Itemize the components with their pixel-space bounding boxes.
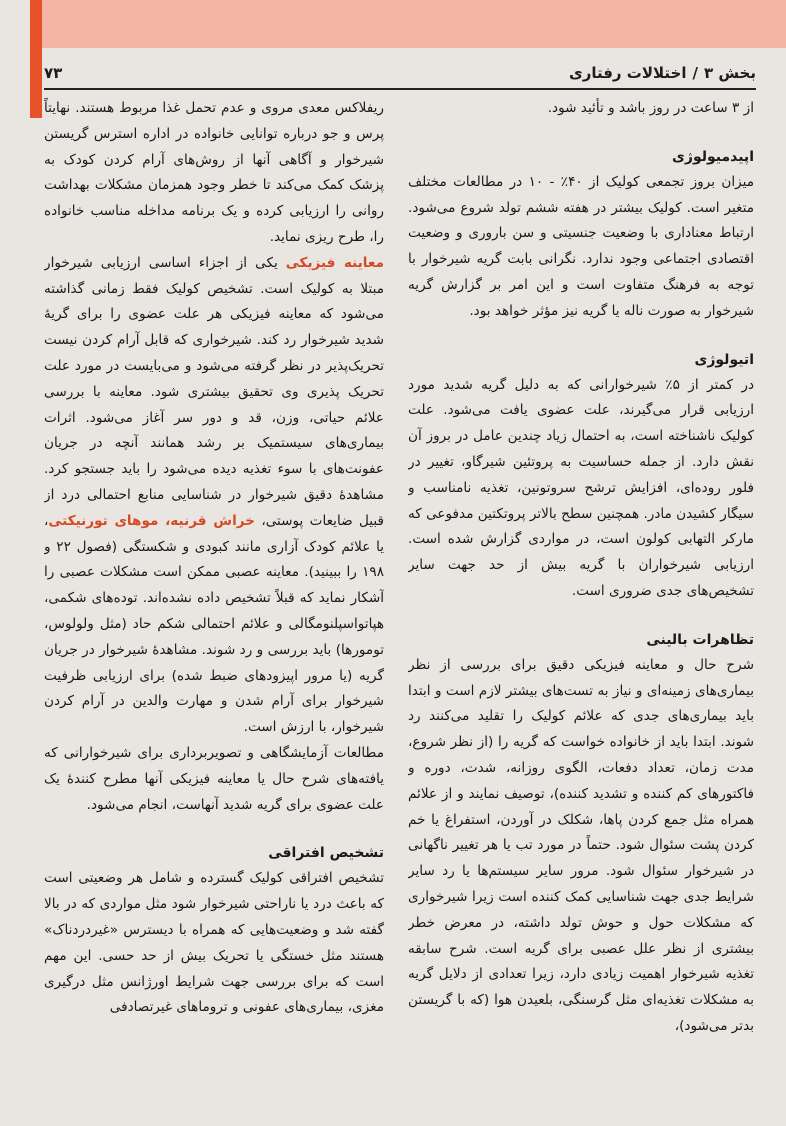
exam-paragraph bbox=[44, 251, 384, 741]
lab-text: مطالعات آزمایشگاهی و تصویربرداری برای شیرخوارانی که یافته‌های شرح حال یا معاینه فیزیکی آنها مطرح کنندهٔ یک علت عضوی برای گریه شدید آنهاست، انجام می‌شود. bbox=[44, 744, 384, 813]
clinical-text: شرح حال و معاینه فیزیکی دقیق برای بررسی از نظر بیماری‌های زمینه‌ای و نیاز به تست‌های بیشتر لازم است و ابتدا باید بیماری‌های جدی که علائم کولیک را تقلید می‌کنند رد شوند. ابتدا باید از خانواده خواست که گریه را (از نظر شروع، مدت زمان، تعداد دفعات، الگوی روزانه، شدت، دوره و فاکتورهای کم کننده و تشدید کننده)، توصیف نمایند و از علائم همراه مثل جمع کردن پاها، شکلک در آوردن، استفراغ یا خم کردن پشت سئوال شود. حتماً در مورد تب یا هر تغییر ناگهانی در شیرخوار سئوال شود. مرور سایر سیستم‌ها یا رد سایر شرایط جدی جهت شناسایی کمک کننده است زیرا شیرخواری که مشکلات حول و حوش تولد داشته، در معرض خطر بیشتری از نظر علل عصبی برای گریه است. شرح سابقه تغذیه شیرخوار اهمیت زیادی دارد، زیرا تعدادی از دلایل گریه به مشکلات تغذیه‌ای مثل گرسنگی، بلعیدن هوا (که با گریستن بدتر می‌شود)، bbox=[408, 656, 754, 1034]
exam-text-1: یکی از اجزاء اساسی ارزیابی شیرخوار مبتلا به کولیک است. تشخیص کولیک فقط زمانی گذاشته می‌شود که معاینه فیزیکی هر علت عضوی را برای گریهٔ شدید شیرخوار رد کند. شیرخواری که قابل آرام کردن نیست تحریک‌پذیر در نظر گرفته می‌شود و می‌بایست در مورد علت تحریک پذیری وی تحقیق بیشتری شود. معاینه با بررسی علائم حیاتی، وزن، قد و دور سر آغاز می‌شود. اثرات بیماری‌های سیستمیک بر رشد همانند آنچه در جریان عفونت‌های با سوء تغذیه دیده می‌شود را باید جستجو کرد. مشاهدهٔ دقیق شیرخوار در شناسایی منابع احتمالی درد از قبیل ضایعات پوستی، bbox=[44, 254, 384, 529]
chapter-tab-bar bbox=[30, 0, 42, 118]
etiology-heading: اتیولوژی bbox=[694, 351, 754, 368]
differential-text: تشخیص افتراقی کولیک گسترده و شامل هر وضعیتی است که باعث درد یا ناراحتی شیرخوار شود مثل مواردی که در بالا گفته شد و وضعیت‌هایی که همراه با دیسترس «غیردردناک» هستند مثل خستگی یا تحریک بیش از حد حسی. این مهم است که برای بررسی جهت شرایط اورژانس مثل درگیری مغزی، بیماری‌های عفونی و تروماهای غیرتصادفی bbox=[44, 870, 384, 1016]
section-label: بخش ۳ bbox=[703, 64, 756, 82]
header-separator: / bbox=[692, 64, 698, 82]
intro-line: از ۳ ساعت در روز باشد و تأئید شود. bbox=[547, 100, 754, 116]
exam-text-2: ، یا علائم کودک آزاری مانند کبودی و شکستگی (فصول ۲۲ و ۱۹۸ را ببینید). معاینه عصبی ممکن است مشکلات عصبی را آشکار نماید که قبلاً تشخیص داده نشده‌اند. توده‌های شکمی، هپاتواسپلنومگالی و علائم احتمالی شکم حاد (مثل ولولوس، تومورها) باید بررسی و رد شوند. مشاهدهٔ شیرخوار در جریان گریه (یا مرور اپیزودهای ضبط شده) برای ارزیابی ظرفیت شیرخوار برای آرام شدن و مهارت والدین در آرام کردن شیرخوار، با ارزش است. bbox=[44, 512, 384, 736]
running-header bbox=[44, 60, 756, 86]
left-column bbox=[44, 96, 384, 1118]
exam-lead: معاینه فیزیکی bbox=[285, 254, 384, 271]
etiology-text: در کمتر از ۵٪ شیرخوارانی که به دلیل گریه شدید مورد ارزیابی قرار می‌گیرند، علت عضوی یافت می‌شود. علت کولیک ناشناخته است، به احتمال زیاد چندین عامل در بروز آن نقش دارد. از جمله حساسیت به پروتئین شیرگاو، تغییر در فلور روده‌ای، افزایش ترشح سروتونین، تغذیه نامناسب و سیگار کشیدن مادر. همچنین سطح بالاتر پروتکتین مدفوعی که مارکر التهابی کولون است، در مواردی گزارش شده است. ارزیابی شیرخواران با گریه بیش از حد جهت سایر تشخیص‌های جدی ضروری است. bbox=[408, 376, 754, 599]
header-rule bbox=[44, 88, 756, 90]
exam-highlight: خراش قرنیه، موهای تورنیکتی bbox=[48, 512, 255, 529]
chapter-title: اختلالات رفتاری bbox=[568, 64, 687, 82]
continuation-text: ریفلاکس معدی مروی و عدم تحمل غذا مربوط هستند. نهایتاً پرس و جو درباره توانایی خانواده در اداره استرس گریستن شیرخوار و آگاهی آنها از روش‌های آرام کردن کودک به پزشک کمک می‌کند تا خطر وجود همزمان مشکلات بهداشت روانی را ارزیابی کرده و یک برنامه مداخله مناسب خانواده را، طرح ریزی نماید. bbox=[44, 100, 384, 245]
differential-heading: تشخیص افتراقی bbox=[268, 845, 384, 862]
epidemiology-heading: اپیدمیولوژی bbox=[672, 148, 754, 165]
right-column bbox=[408, 96, 754, 1118]
chapter-label bbox=[569, 64, 756, 82]
page-number: ۷۳ bbox=[44, 64, 63, 82]
clinical-heading: تظاهرات بالینی bbox=[646, 631, 754, 648]
epidemiology-text: میزان بروز تجمعی کولیک از ۴۰٪ - ۱۰ در مطالعات مختلف متغیر است. کولیک بیشتر در هفته ششم تولد شروع می‌شود. ارتباط معناداری با وضعیت جنسیتی و سن باروری و وضعیت اقتصادی اجتماعی وجود ندارد. نگرانی بابت گریه شیرخوار با توجه به فرهنگ متفاوت است و این امر بر گزارش گریه شیرخوار به صورت ناله یا گریه نیز مؤثر خواهد بود. bbox=[408, 173, 754, 319]
header-band bbox=[36, 0, 786, 48]
